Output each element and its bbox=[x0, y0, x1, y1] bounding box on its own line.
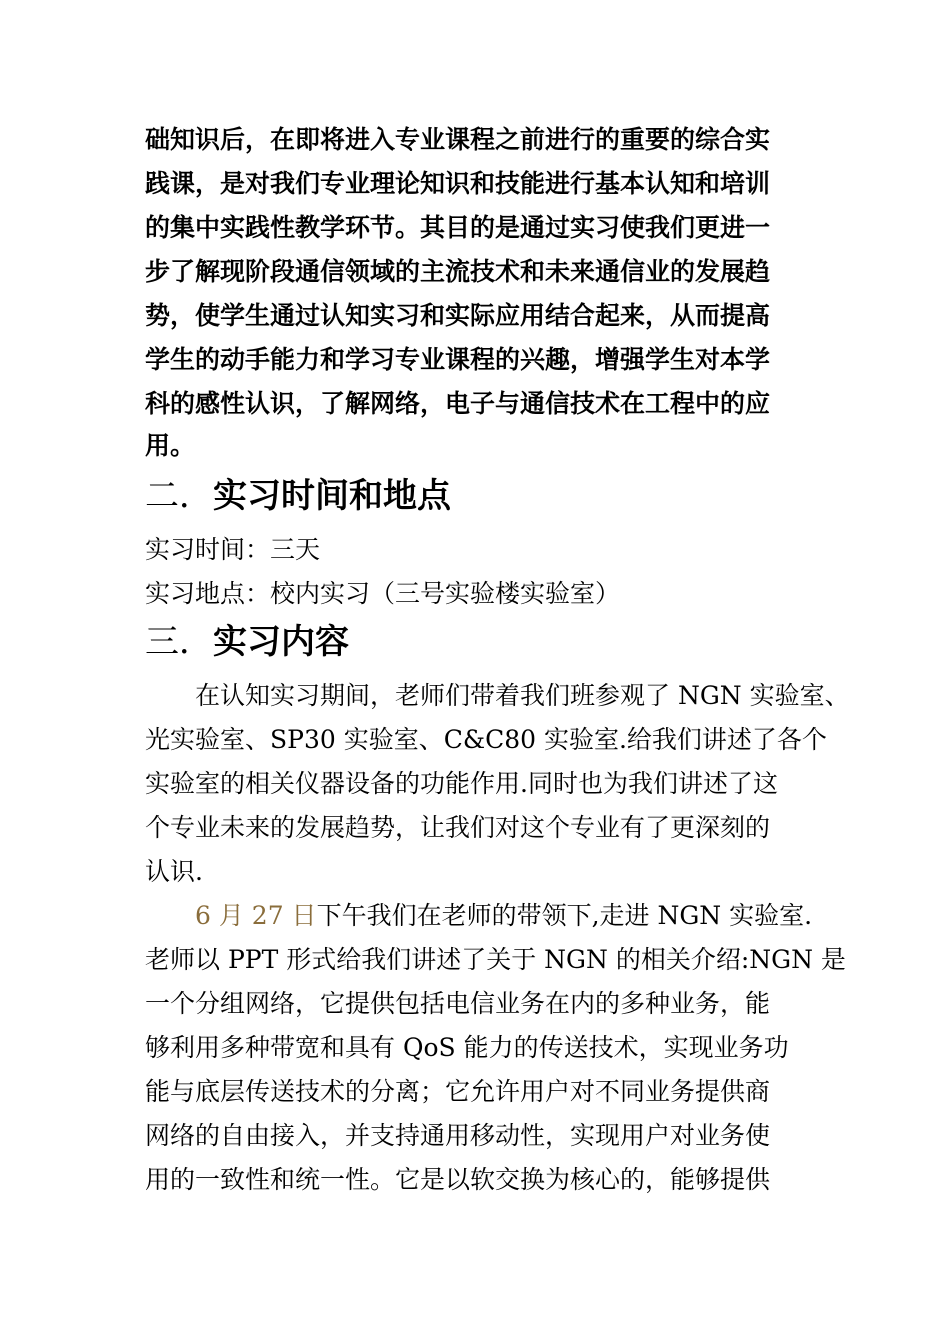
paragraph-line: 一个分组网络，它提供包括电信业务在内的多种业务，能 bbox=[145, 989, 771, 1018]
section-number: 三． bbox=[145, 622, 213, 662]
paragraph-line: 势，使学生通过认知实习和实际应用结合起来，从而提高 bbox=[145, 301, 771, 330]
section-number: 二． bbox=[145, 476, 213, 516]
paragraph-line: 用的一致性和统一性。它是以软交换为核心的，能够提供 bbox=[145, 1165, 771, 1194]
paragraph-line: 老师以 PPT 形式给我们讲述了关于 NGN 的相关介绍:NGN 是 bbox=[145, 945, 846, 974]
section-title: 实习内容 bbox=[213, 622, 349, 662]
paragraph-line: 学生的动手能力和学习专业课程的兴趣，增强学生对本学 bbox=[145, 345, 771, 374]
paragraph-first-line bbox=[195, 898, 812, 934]
paragraph-line: 个专业未来的发展趋势，让我们对这个专业有了更深刻的 bbox=[145, 813, 771, 842]
paragraph-line: 光实验室、SP30 实验室、C&C80 实验室.给我们讲述了各个 bbox=[145, 725, 827, 754]
paragraph-text: 下午我们在老师的带领下,走进 NGN 实验室. bbox=[316, 901, 813, 930]
section-heading bbox=[145, 620, 349, 664]
paragraph-line: 认识. bbox=[145, 857, 203, 886]
section-heading bbox=[145, 474, 451, 518]
paragraph-line: 础知识后，在即将进入专业课程之前进行的重要的综合实 bbox=[145, 125, 771, 154]
paragraph-line: 的集中实践性教学环节。其目的是通过实习使我们更进一 bbox=[145, 213, 771, 242]
date-text: 6 月 27 日 bbox=[195, 901, 317, 930]
paragraph-line: 够利用多种带宽和具有 QoS 能力的传送技术，实现业务功 bbox=[145, 1033, 789, 1062]
paragraph-line: 在认知实习期间，老师们带着我们班参观了 NGN 实验室、 bbox=[195, 681, 850, 710]
section-title: 实习时间和地点 bbox=[213, 476, 451, 516]
paragraph-line: 步了解现阶段通信领域的主流技术和未来通信业的发展趋 bbox=[145, 257, 771, 286]
paragraph-line: 网络的自由接入，并支持通用移动性，实现用户对业务使 bbox=[145, 1121, 771, 1150]
paragraph-line: 践课，是对我们专业理论知识和技能进行基本认知和培训 bbox=[145, 169, 771, 198]
place-line: 实习地点：校内实习（三号实验楼实验室） bbox=[145, 579, 621, 608]
paragraph-line: 科的感性认识，了解网络，电子与通信技术在工程中的应 bbox=[145, 389, 771, 418]
paragraph-line: 能与底层传送技术的分离；它允许用户对不同业务提供商 bbox=[145, 1077, 771, 1106]
paragraph-line: 用。 bbox=[145, 431, 196, 460]
time-line: 实习时间：三天 bbox=[145, 535, 321, 564]
paragraph-line: 实验室的相关仪器设备的功能作用.同时也为我们讲述了这 bbox=[145, 769, 778, 798]
